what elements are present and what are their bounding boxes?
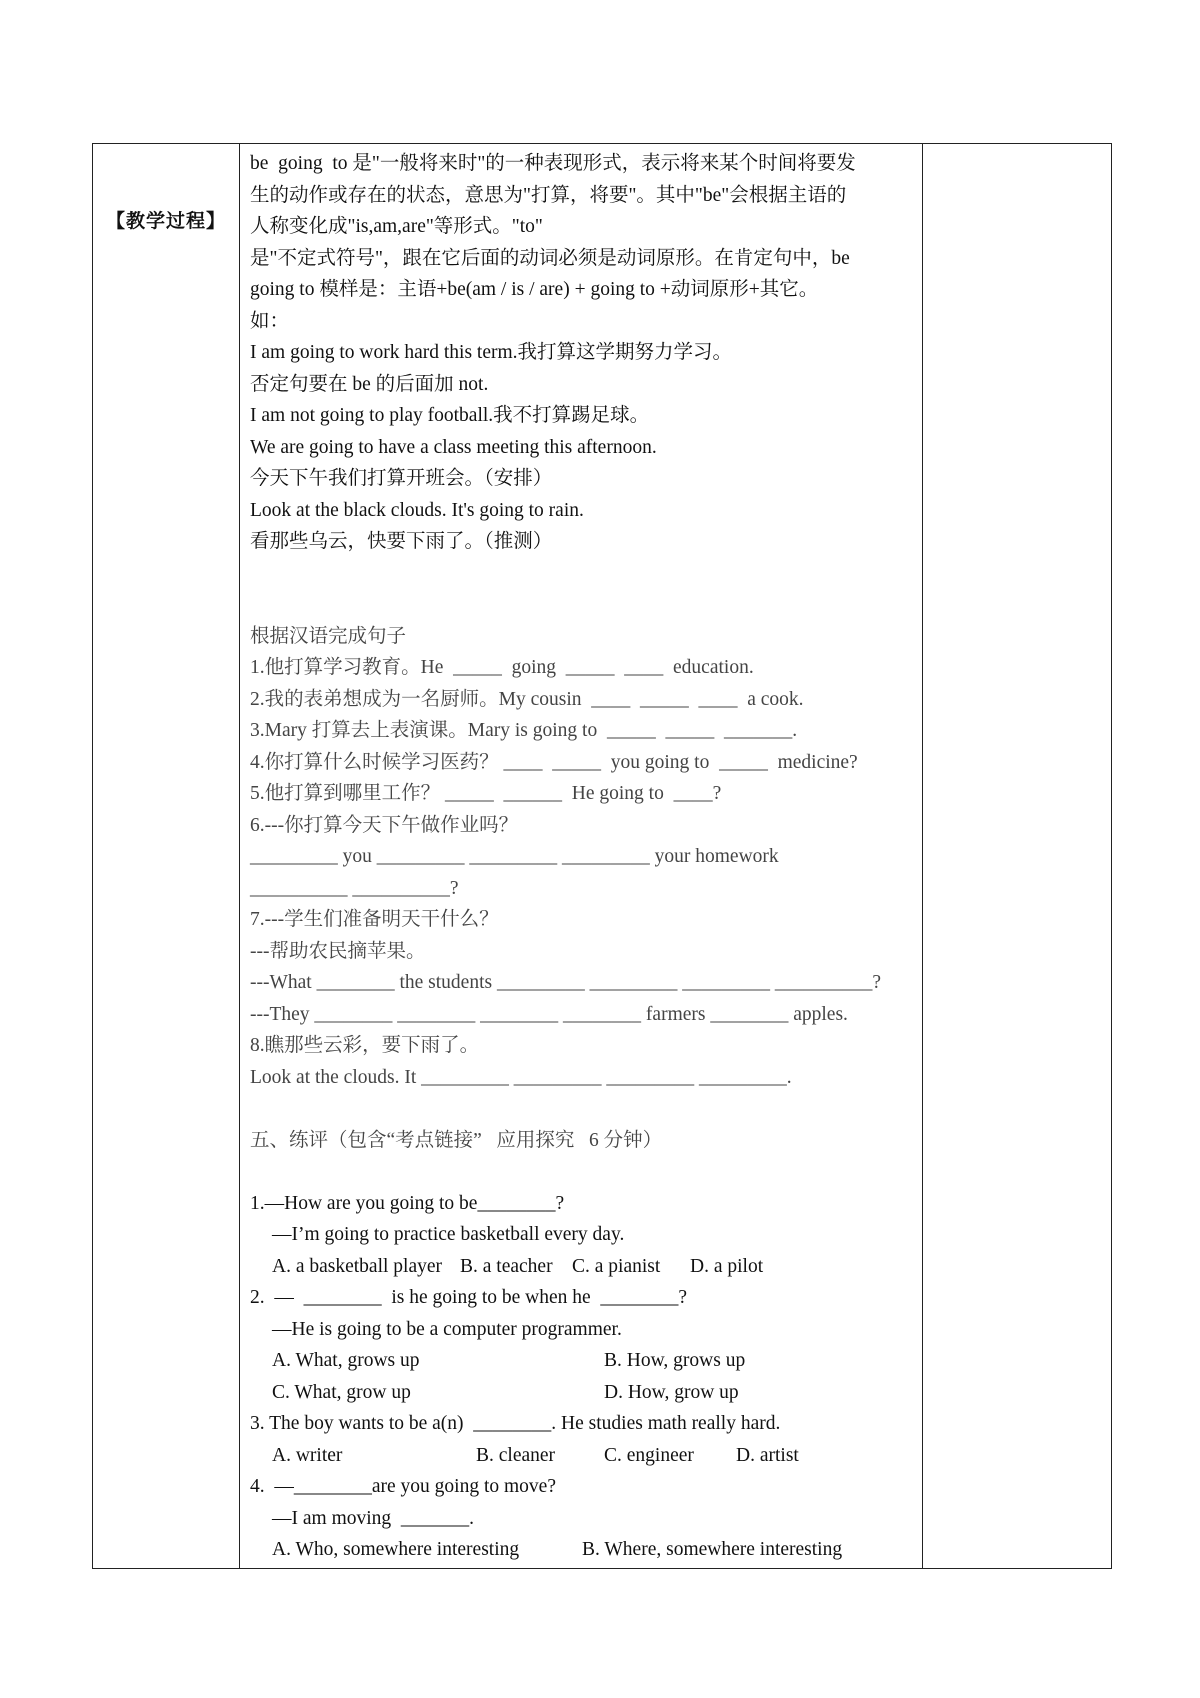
option: C. What, grow up	[272, 1381, 411, 1403]
label-cell	[93, 144, 240, 1569]
section-5-title: 五、练评（包含“考点链接” 应用探究 6 分钟）	[250, 1129, 663, 1151]
option: B. cleaner	[476, 1444, 556, 1466]
grammar-line: 如：	[250, 310, 290, 332]
question-options	[250, 1377, 914, 1409]
exercise-title: 根据汉语完成句子	[250, 625, 407, 647]
grammar-line: 看那些乌云，快要下雨了。（推测）	[250, 531, 553, 552]
exercise-line: ---They ________ ________ ________ ________ farmers ________ apples.	[250, 1003, 848, 1025]
exercise-line: 6.---你打算今天下午做作业吗？	[250, 814, 519, 836]
exercise-line: 4.你打算什么时候学习医药？ ____ _____ you going to _____ medicine?	[250, 751, 858, 773]
exercise-line: 7.---学生们准备明天干什么？	[250, 909, 499, 930]
table-row	[93, 144, 1112, 1569]
option: A. writer	[272, 1444, 343, 1466]
exercise-line: ---What ________ the students _________ _________ _________ __________?	[250, 972, 881, 993]
section-label: 【教学过程】	[105, 210, 226, 232]
option: B. a teacher	[460, 1255, 553, 1277]
notes-cell	[923, 144, 1112, 1569]
exercise-line: 1.他打算学习教育。He _____ going _____ ____ education.	[250, 657, 754, 678]
spacer	[250, 558, 914, 621]
option: B. Where, somewhere interesting	[582, 1539, 843, 1560]
question-stem: 3. The boy wants to be a(n) ________. He studies math really hard.	[250, 1413, 781, 1434]
content-body	[240, 144, 922, 1566]
question-dialogue: —He is going to be a computer programmer.	[272, 1318, 622, 1340]
question-stem: 2. — ________ is he going to be when he ________?	[250, 1287, 688, 1308]
grammar-line: We are going to have a class meeting this afternoon.	[250, 436, 657, 458]
grammar-line: going to 模样是：主语+be(am / is / are) + going to +动词原形+其它。	[250, 279, 819, 300]
option: B. How, grows up	[604, 1350, 746, 1371]
grammar-line: Look at the black clouds. It's going to rain.	[250, 499, 584, 521]
exercise-line: 8.瞧那些云彩，要下雨了。	[250, 1035, 480, 1056]
lesson-table	[92, 143, 1112, 1569]
grammar-line: 是"不定式符号"，跟在它后面的动词必须是动词原形。在肯定句中，be	[250, 247, 850, 269]
exercise-line: __________ __________?	[250, 877, 459, 899]
exercise-line: 3.Mary 打算去上表演课。Mary is going to _____ _____ _______.	[250, 720, 798, 741]
option: A. a basketball player	[272, 1255, 443, 1277]
exercise-line: Look at the clouds. It _________ _________ _________ _________.	[250, 1066, 792, 1088]
question-options	[250, 1534, 914, 1566]
question-stem: 1.—How are you going to be________?	[250, 1192, 565, 1214]
option: C. engineer	[604, 1444, 694, 1466]
question-options	[250, 1440, 914, 1472]
option: C. a pianist	[572, 1255, 661, 1277]
exercise-line: _________ you _________ _________ _________ your homework	[250, 846, 779, 867]
option: D. How, grow up	[604, 1381, 739, 1403]
question-stem: 4. —________are you going to move?	[250, 1476, 556, 1497]
exercise-line: 5.他打算到哪里工作？ _____ ______ He going to ____?	[250, 783, 722, 804]
option: A. Who, somewhere interesting	[272, 1539, 520, 1560]
question-options	[250, 1345, 914, 1377]
spacer	[250, 1156, 914, 1188]
question-dialogue: —I’m going to practice basketball every day.	[272, 1224, 625, 1245]
exercise-line: 2.我的表弟想成为一名厨师。My cousin ____ _____ ____ a cook.	[250, 688, 804, 710]
grammar-line: 今天下午我们打算开班会。（安排）	[250, 468, 553, 489]
spacer	[250, 1093, 914, 1125]
option: D. artist	[736, 1444, 799, 1466]
question-dialogue: —I am moving _______.	[272, 1507, 475, 1529]
grammar-line: 否定句要在 be 的后面加 not.	[250, 373, 489, 395]
option: D. a pilot	[690, 1255, 764, 1277]
exercise-line: ---帮助农民摘苹果。	[250, 940, 426, 962]
content-cell	[240, 144, 923, 1569]
grammar-line: I am going to work hard this term.我打算这学期努力学习。	[250, 342, 733, 363]
grammar-line: 人称变化成"is,am,are"等形式。"to"	[250, 216, 543, 237]
question-options	[250, 1251, 914, 1283]
grammar-line: I am not going to play football.我不打算踢足球。	[250, 405, 650, 426]
option: A. What, grows up	[272, 1350, 420, 1371]
grammar-line: 生的动作或存在的状态，意思为"打算，将要"。其中"be"会根据主语的	[250, 184, 847, 206]
grammar-line: be going to 是"一般将来时"的一种表现形式，表示将来某个时间将要发	[250, 153, 856, 174]
